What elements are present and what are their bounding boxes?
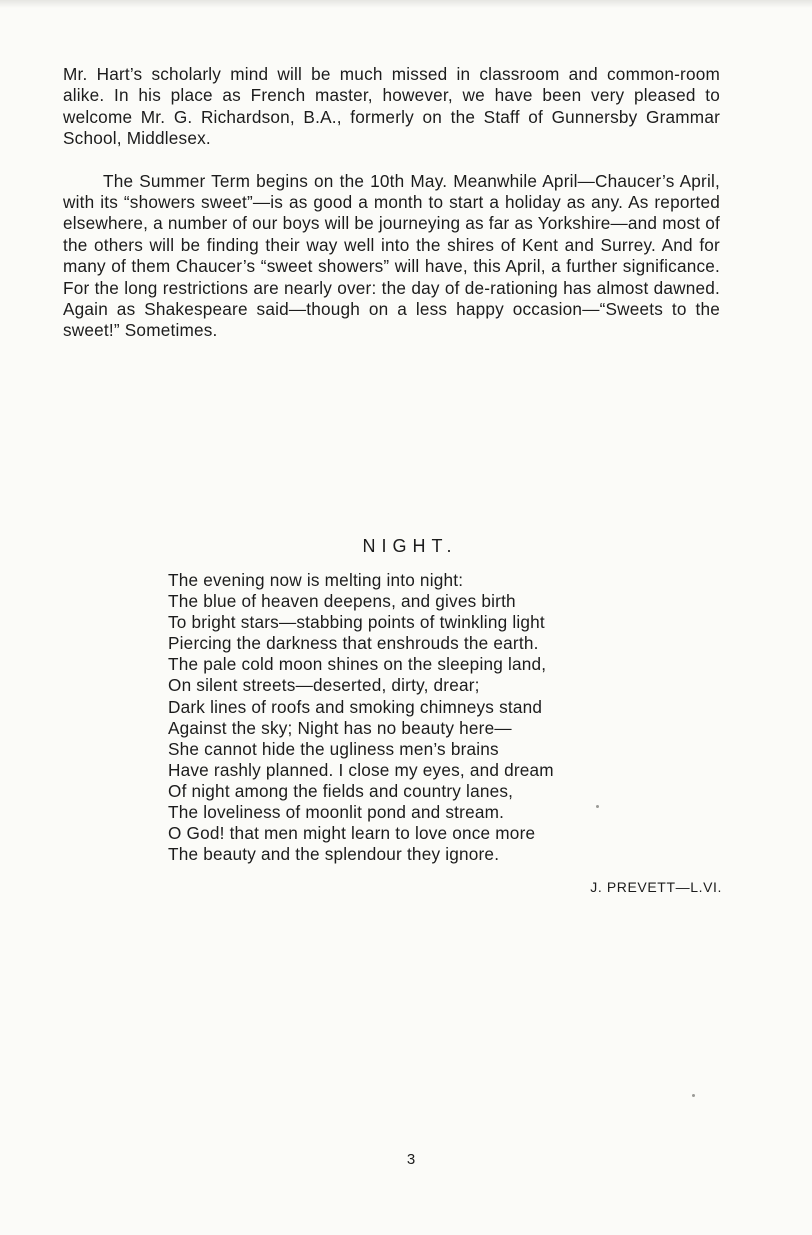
poem-line: The beauty and the splendour they ignore. bbox=[168, 844, 500, 865]
poem-line: She cannot hide the ugliness men’s brains bbox=[168, 738, 499, 759]
poem-line: The blue of heaven deepens, and gives birth bbox=[168, 591, 516, 612]
poem-line: Have rashly planned. I close my eyes, and dream bbox=[168, 759, 554, 780]
poem-line: Of night among the fields and country lanes, bbox=[168, 780, 514, 801]
paragraph-staff-change: Mr. Hart’s scholarly mind will be much missed in classroom and common-room alike. In his place as French master, however, we have been very pleased to welcome Mr. G. Richardson, B.A., formerly on the Staff of Gunnersby Grammar School, Middlesex. bbox=[63, 64, 720, 149]
poem-line: The loveliness of moonlit pond and stream. bbox=[168, 802, 505, 823]
poem-line: O God! that men might learn to love once more bbox=[168, 823, 536, 844]
poem-line: On silent streets—deserted, dirty, drear; bbox=[168, 675, 480, 696]
page-edge-shadow bbox=[0, 0, 812, 8]
print-speck bbox=[596, 805, 599, 808]
article-text bbox=[63, 64, 720, 342]
poem-line: Dark lines of roofs and smoking chimneys stand bbox=[168, 696, 543, 717]
poem-line: To bright stars—stabbing points of twinkling light bbox=[168, 612, 545, 633]
poem-line: Piercing the darkness that enshrouds the earth. bbox=[168, 633, 539, 654]
poem-line: The evening now is melting into night: bbox=[168, 570, 464, 590]
poem-body bbox=[168, 570, 638, 865]
poem-line: Against the sky; Night has no beauty here— bbox=[168, 717, 512, 738]
print-speck bbox=[692, 1094, 695, 1097]
poem-title: NIGHT. bbox=[362, 536, 458, 556]
paragraph-summer-term: The Summer Term begins on the 10th May. Meanwhile April—Chaucer’s April, with its “showers sweet”—is as good a month to start a holiday as any. As reported elsewhere, a number of our boys will be journeying as far as Yorkshire—and most of the others will be finding their way well into the shires of Kent and Surrey. And for many of them Chaucer’s “sweet showers” will have, this April, a further significance. For the long restrictions are nearly over: the day of de-rationing has almost dawned. Again as Shakespeare said—though on a less happy occasion—“Sweets to the sweet!” Sometimes. bbox=[63, 170, 720, 341]
poem-author: J. PREVETT—L.VI. bbox=[590, 879, 722, 895]
poem-line: The pale cold moon shines on the sleeping land, bbox=[168, 654, 547, 675]
page-number: 3 bbox=[406, 1151, 416, 1168]
